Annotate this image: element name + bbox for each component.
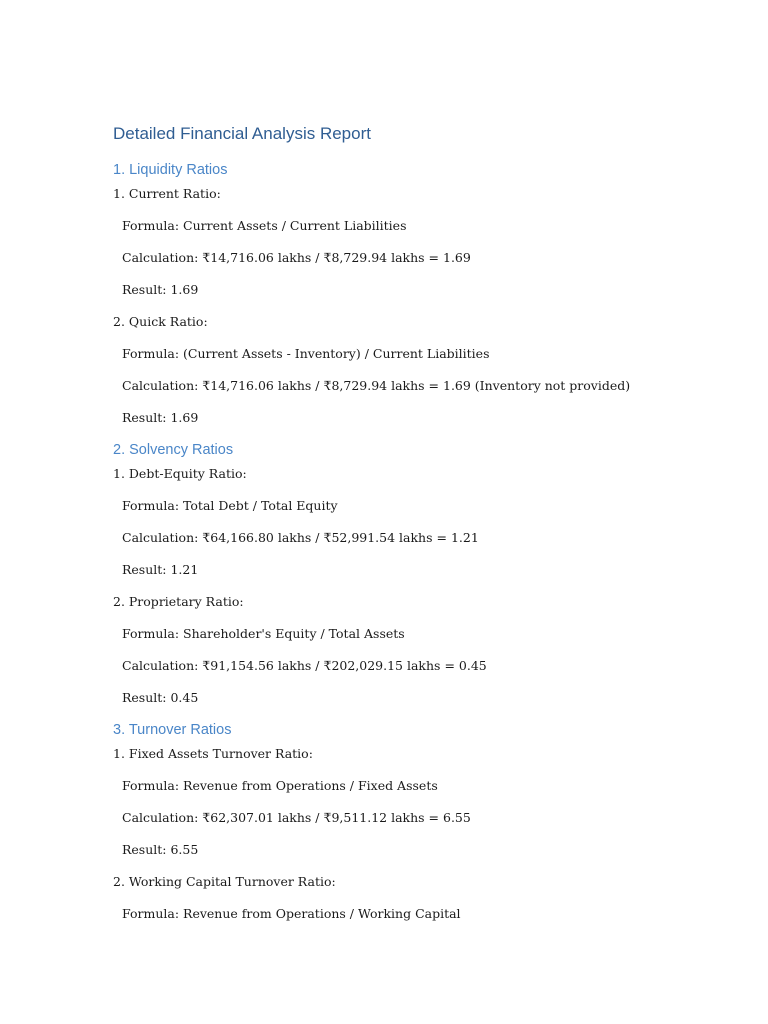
calculation-current-ratio: Calculation: ₹14,716.06 lakhs / ₹8,729.94 lakhs = 1.69 [122, 250, 471, 265]
calculation-proprietary-ratio: Calculation: ₹91,154.56 lakhs / ₹202,029.15 lakhs = 0.45 [122, 658, 487, 673]
calculation-fixed-assets-turnover: Calculation: ₹62,307.01 lakhs / ₹9,511.12 lakhs = 6.55 [122, 810, 471, 825]
calculation-debt-equity-ratio: Calculation: ₹64,166.80 lakhs / ₹52,991.54 lakhs = 1.21 [122, 530, 479, 545]
formula-working-capital-turnover: Formula: Revenue from Operations / Working Capital [122, 906, 461, 921]
section-heading-liquidity: 1. Liquidity Ratios [113, 162, 228, 178]
formula-proprietary-ratio: Formula: Shareholder's Equity / Total Assets [122, 626, 405, 641]
item-title-proprietary-ratio: 2. Proprietary Ratio: [113, 594, 244, 609]
item-title-fixed-assets-turnover: 1. Fixed Assets Turnover Ratio: [113, 746, 313, 761]
calculation-quick-ratio: Calculation: ₹14,716.06 lakhs / ₹8,729.94 lakhs = 1.69 (Inventory not provided) [122, 378, 631, 393]
formula-quick-ratio: Formula: (Current Assets - Inventory) / Current Liabilities [122, 346, 490, 361]
section-heading-turnover: 3. Turnover Ratios [113, 722, 232, 738]
formula-current-ratio: Formula: Current Assets / Current Liabilities [122, 218, 407, 233]
formula-debt-equity-ratio: Formula: Total Debt / Total Equity [122, 498, 338, 513]
page-title: Detailed Financial Analysis Report [113, 124, 371, 143]
result-debt-equity-ratio: Result: 1.21 [122, 562, 199, 577]
section-heading-solvency: 2. Solvency Ratios [113, 442, 234, 458]
result-proprietary-ratio: Result: 0.45 [122, 690, 199, 705]
item-title-working-capital-turnover: 2. Working Capital Turnover Ratio: [113, 874, 336, 889]
result-current-ratio: Result: 1.69 [122, 282, 199, 297]
item-title-current-ratio: 1. Current Ratio: [113, 186, 221, 201]
formula-fixed-assets-turnover: Formula: Revenue from Operations / Fixed Assets [122, 778, 438, 793]
result-quick-ratio: Result: 1.69 [122, 410, 199, 425]
item-title-quick-ratio: 2. Quick Ratio: [113, 314, 208, 329]
item-title-debt-equity-ratio: 1. Debt-Equity Ratio: [113, 466, 247, 481]
result-fixed-assets-turnover: Result: 6.55 [122, 842, 199, 857]
